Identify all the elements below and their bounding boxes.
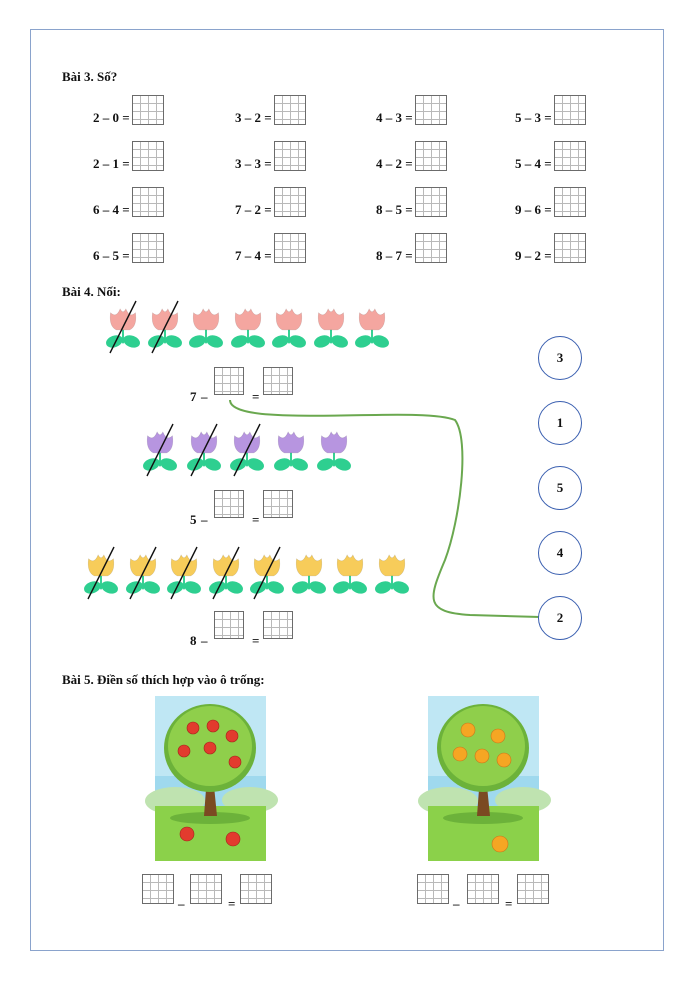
flower-pink [229, 305, 267, 351]
cross-out-line [104, 299, 144, 355]
tree1-equals: = [228, 896, 236, 911]
equation-label: 5 – 4 = [515, 156, 552, 171]
answer-circle[interactable] [538, 466, 582, 510]
group2-first-number: 5 [190, 512, 197, 527]
equation-label: 7 – 4 = [235, 248, 272, 263]
group1-first-number: 7 [190, 389, 197, 404]
cross-out-line [146, 299, 186, 355]
tree1-minus: – [178, 896, 185, 911]
flower-pink [353, 305, 391, 351]
group3-minus: – [201, 633, 208, 648]
cross-out-line [185, 422, 225, 478]
group2-minus: – [201, 512, 208, 527]
tree2-minus: – [453, 896, 460, 911]
tree2-equals: = [505, 896, 513, 911]
answer-circle[interactable] [538, 596, 582, 640]
answer-circle-number: 4 [556, 545, 564, 560]
tree2-subtrahend-box[interactable] [467, 874, 499, 904]
equation-label: 9 – 2 = [515, 248, 552, 263]
flower-yellow [331, 551, 369, 597]
cross-out-line [165, 545, 205, 601]
answer-circle[interactable] [538, 336, 582, 380]
answer-circle-number: 2 [556, 610, 564, 625]
flower-yellow [290, 551, 328, 597]
tree1-subtrahend-box[interactable] [190, 874, 222, 904]
apple-tree-picture [155, 696, 266, 861]
group1-equals: = [252, 389, 260, 404]
tree2-result-box[interactable] [517, 874, 549, 904]
group1-minus: – [201, 389, 208, 404]
equation-label: 9 – 6 = [515, 202, 552, 217]
cross-out-line [141, 422, 181, 478]
flower-purple [272, 428, 310, 474]
flower-pink [187, 305, 225, 351]
group3-equals: = [252, 633, 260, 648]
answer-circle-number: 5 [556, 480, 564, 495]
cross-out-line [82, 545, 122, 601]
group2-subtrahend-box[interactable] [214, 490, 244, 518]
tree1-result-box[interactable] [240, 874, 272, 904]
equation-label: 5 – 3 = [515, 110, 552, 125]
group3-subtrahend-box[interactable] [214, 611, 244, 639]
equation-label: 6 – 4 = [93, 202, 130, 217]
flower-pink [312, 305, 350, 351]
answer-circle-number: 3 [556, 350, 564, 365]
group3-first-number: 8 [190, 633, 197, 648]
orange-tree-picture [428, 696, 539, 861]
answer-circle[interactable] [538, 401, 582, 445]
cross-out-line [124, 545, 164, 601]
bai3-title: Bài 3. Số? [62, 69, 118, 84]
equation-label: 7 – 2 = [235, 202, 272, 217]
equation-label: 2 – 1 = [93, 156, 130, 171]
equation-label: 2 – 0 = [93, 110, 130, 125]
flower-yellow [373, 551, 411, 597]
equation-label: 6 – 5 = [93, 248, 130, 263]
equation-label: 4 – 2 = [376, 156, 413, 171]
bai5-title: Bài 5. Điền số thích hợp vào ô trống: [62, 672, 265, 687]
equation-label: 8 – 7 = [376, 248, 413, 263]
cross-out-line [207, 545, 247, 601]
equation-label: 4 – 3 = [376, 110, 413, 125]
group1-result-box[interactable] [263, 367, 293, 395]
tree2-total-box[interactable] [417, 874, 449, 904]
answer-circle[interactable] [538, 531, 582, 575]
group2-equals: = [252, 512, 260, 527]
equation-label: 3 – 3 = [235, 156, 272, 171]
bai4-title: Bài 4. Nối: [62, 284, 121, 299]
flower-pink [270, 305, 308, 351]
cross-out-line [228, 422, 268, 478]
tree1-total-box[interactable] [142, 874, 174, 904]
cross-out-line [248, 545, 288, 601]
group3-result-box[interactable] [263, 611, 293, 639]
group2-result-box[interactable] [263, 490, 293, 518]
equation-label: 3 – 2 = [235, 110, 272, 125]
flower-purple [315, 428, 353, 474]
answer-circle-number: 1 [556, 415, 564, 430]
equation-label: 8 – 5 = [376, 202, 413, 217]
group1-subtrahend-box[interactable] [214, 367, 244, 395]
